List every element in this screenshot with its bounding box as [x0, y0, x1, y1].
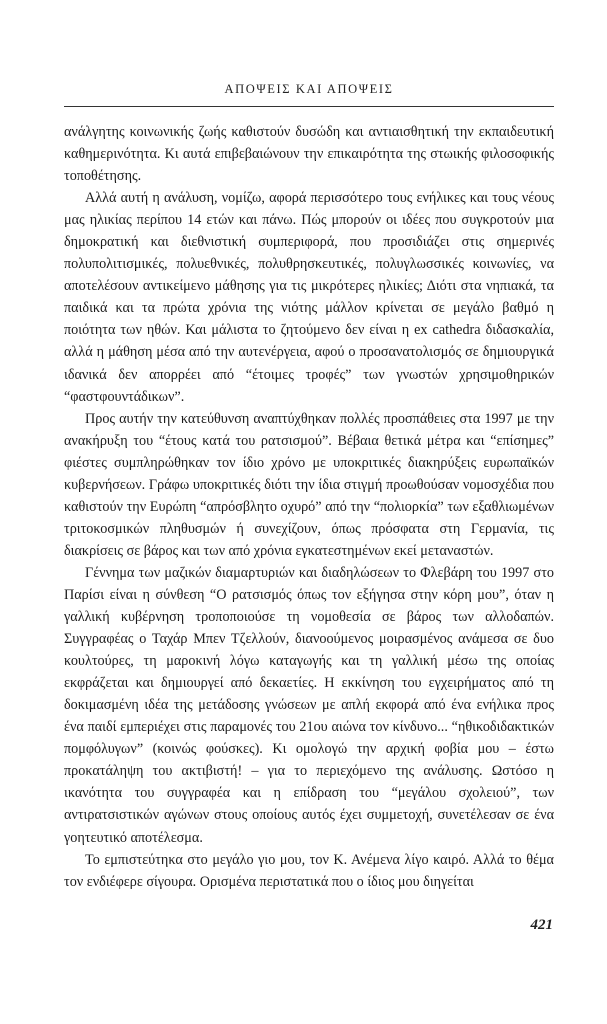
paragraph-5: Το εμπιστεύτηκα στο μεγάλο γιο μου, τον Κ. Ανέμενα λίγο καιρό. Αλλά το θέμα τον ενδιέφερε σίγουρα. Ορισμένα περιστατικά που ο ίδιος μου διηγείται [64, 851, 554, 890]
paragraph-2: Αλλά αυτή η ανάλυση, νομίζω, αφορά περισσότερο τους ενήλικες και τους νέους μας ηλικίας περίπου 14 ετών και πάνω. Πώς μπορούν οι ιδέες που συγκροτούν μια δημοκρατική και διεθνιστική συμπεριφορά, που προσιδιάζει στις σημερινές πολυπολιτισμικές, πολυεθνικές, πολυθρησκευτικές, πολυγλωσσικές κοινωνίες, να αποτελέσουν αντικείμενο μάθησης για τις μικρότερες ηλικίες; Διότι στα νηπιακά, τα παιδικά και τα πρώτα χρόνια της νιότης μάλλον κρίνεται σε μεγάλο βαθμό η ποιότητα των ηθών. Και μάλιστα το ζητούμενο δεν είναι η ex cathedra διδασκαλία, αλλά η μάθηση μέσα από την αυτενέργεια, αφού ο προσανατολισμός σε δημιουργικά ιδανικά δεν απορρέει από “έτοιμες τροφές” των γνωστών χρησιμοθηρικών “φαστφουντάδικων”. [64, 190, 554, 405]
header-divider [64, 106, 554, 107]
running-head-title: ΑΠΟΨΕΙΣ ΚΑΙ ΑΠΟΨΕΙΣ [224, 82, 394, 96]
paragraph-4: Γέννημα των μαζικών διαμαρτυριών και διαδηλώσεων το Φλεβάρη του 1997 στο Παρίσι είναι η σύνθεση “Ο ρατσισμός όπως τον εξήγησα στην κόρη μου”, όταν η γαλλική κυβέρνηση τροποποιούσε τη νομοθεσία σε βάρος των αλλοδαπών. Συγγραφέας ο Ταχάρ Μπεν Τζελλούν, διανοούμενος μοιρασμένος ανάμεσα σε δυο κουλτούρες, τη μαροκινή λόγω καταγωγής και τη γαλλική μέσω της οποίας εκφράζεται και δημιουργεί από δεκαετίες. Η εκκίνηση του εγχειρήματος από τη δοκιμασμένη ιδέα της μετάδοσης γνώσεων με απλή εκφορά από ένα ενήλικα προς ένα παιδί εμπεριέχει στις παραμονές του 21ου αιώνα τον κίνδυνο... “ηθικοδιδακτικών πομφόλυγων” (κοινώς φούσκες). Κι ομολογώ την αρχική φοβία μου – έστω προκατάληψη του ακτιβιστή! – για το περιεχόμενο της ανάλυσης. Ωστόσο η ικανότητα του συγγραφέα και η επίδραση του “μεγάλου σχολειού”, των αντιρατσιστικών αγώνων στους οποίους αυτός έχει συμμετοχή, συνετέλεσαν σε ένα γοητευτικό αποτέλεσμα. [64, 564, 554, 846]
paragraph-1: ανάλγητης κοινωνικής ζωής καθιστούν δυσώδη και αντιαισθητική την εκπαιδευτική καθημερινότητα. Κι αυτά επιβεβαιώνουν την επικαιρότητα της στωικής φιλοσοφικής τοποθέτησης. [64, 124, 554, 185]
paragraph-3: Προς αυτήν την κατεύθυνση αναπτύχθηκαν πολλές προσπάθειες στα 1997 με την ανακήρυξη του “έτους κατά του ρατσισμού”. Βέβαια θετικά μέτρα και “επίσημες” φιέστες συμπληρώθηκαν τον ίδιο χρόνο με υποκριτικές διακηρύξεις ευρωπαϊκών κυβερνήσεων. Γράφω υποκριτικές διότι την ίδια στιγμή προωθούσαν νομοσχέδια που καθιστούν την Ευρώπη “απρόσβλητο οχυρό” από την “πολιορκία” των εξαθλιωμένων τριτοκοσμικών πληθυσμών ή συνεχίζουν, όπως πρόσφατα στη Γερμανία, τις διακρίσεις σε βάρος και των από χρόνια εγκατεστημένων εκεί μεταναστών. [64, 410, 554, 559]
body-text [64, 121, 554, 893]
page-number: 421 [530, 917, 553, 933]
